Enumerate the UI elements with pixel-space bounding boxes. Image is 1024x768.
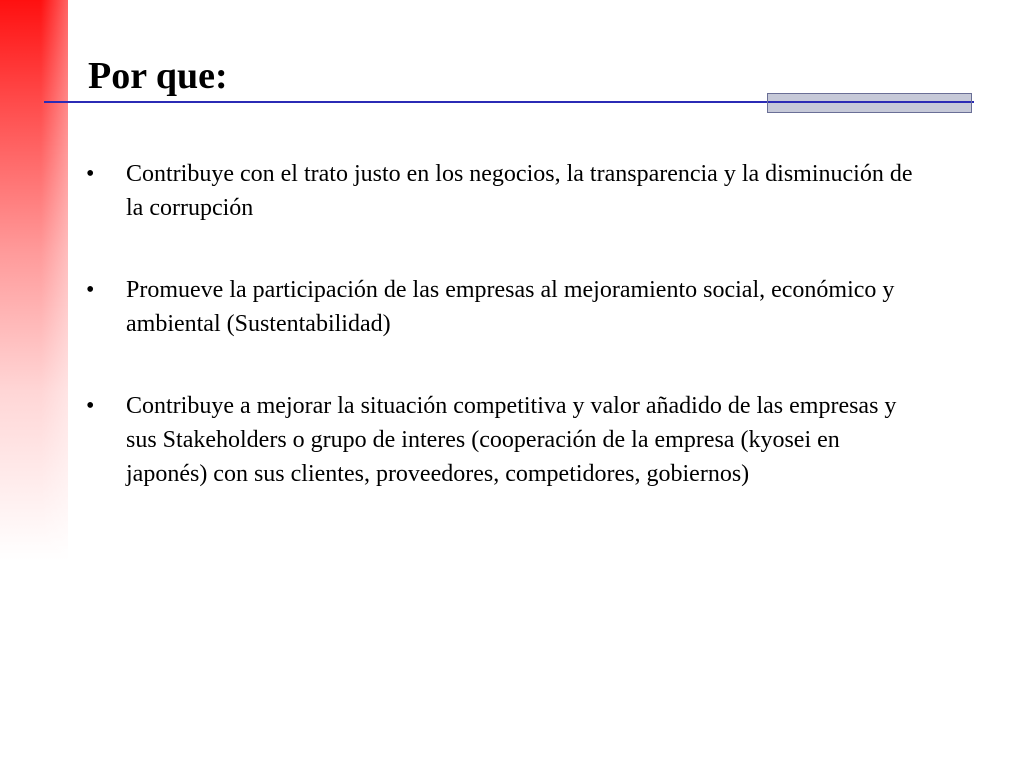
- bullet-item: [84, 273, 924, 341]
- bullet-text: Contribuye con el trato justo en los negocios, la transparencia y la disminución de la corrupción: [126, 161, 913, 221]
- bullet-list: [84, 157, 924, 539]
- title-accent-bar: [767, 93, 972, 113]
- bullet-item: [84, 157, 924, 225]
- side-gradient-bar: [0, 0, 68, 560]
- bullet-text: Promueve la participación de las empresas al mejoramiento social, económico y ambiental (Sustentabilidad): [126, 277, 895, 337]
- bullet-text: Contribuye a mejorar la situación competitiva y valor añadido de las empresas y sus Stakeholders o grupo de interes (cooperación de la empresa (kyosei en japonés) con sus clientes, proveedores, competidores, gobiernos): [126, 393, 897, 487]
- bullet-icon: •: [86, 277, 95, 303]
- bullet-icon: •: [86, 161, 95, 187]
- bullet-icon: •: [86, 393, 95, 419]
- slide-title: Por que:: [88, 55, 228, 97]
- bullet-item: [84, 389, 924, 491]
